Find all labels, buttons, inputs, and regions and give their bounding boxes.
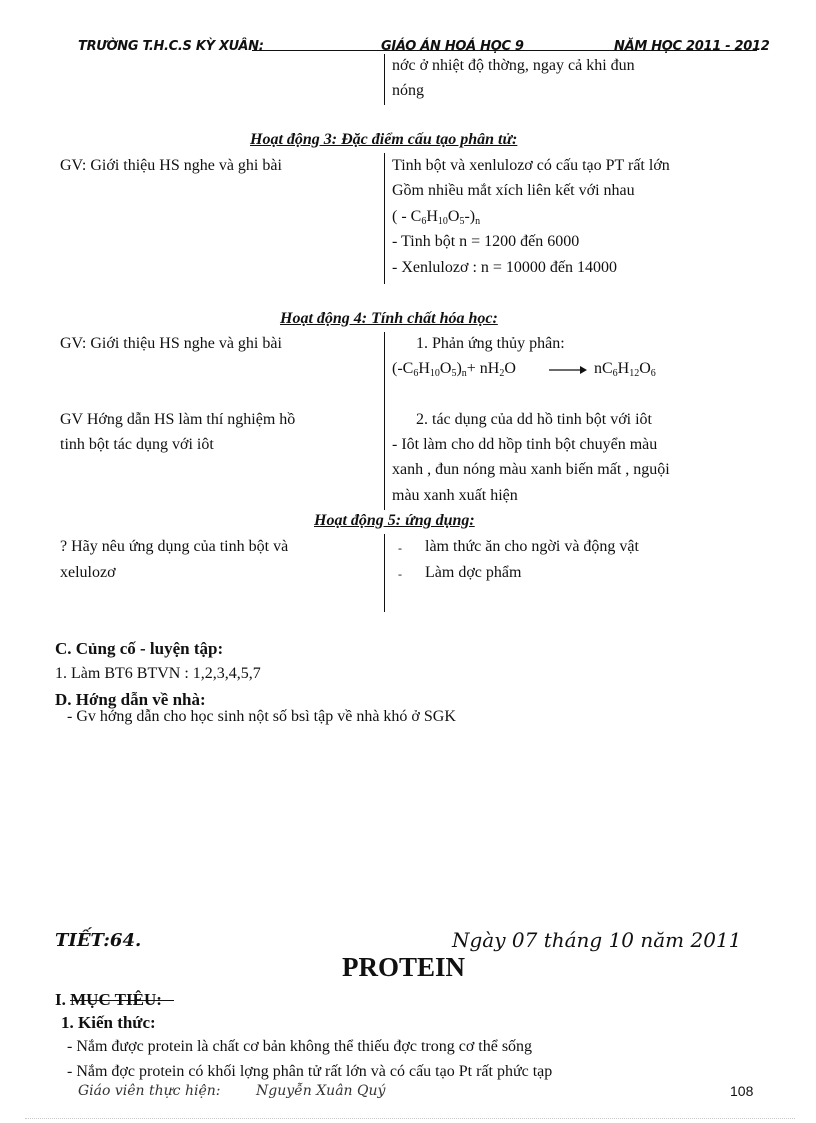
subsection-knowledge: 1. Kiến thức:	[61, 1013, 156, 1032]
footer-divider	[25, 1118, 795, 1119]
lesson-tiet: TIẾT:64.	[55, 930, 142, 951]
section-d-text: - Gv hớng dẫn cho học sinh nột số bsì tập về nhà khó ở SGK	[67, 708, 456, 725]
section-c-title: C. Củng cố - luyện tập:	[55, 639, 224, 658]
header-underline	[252, 50, 757, 51]
table-divider-top	[384, 54, 385, 105]
carry-line-2: nóng	[392, 82, 424, 99]
table-divider-a4	[384, 332, 385, 510]
footer-teacher-label: Giáo viên thực hiện:	[78, 1083, 221, 1099]
activity4-item-1: 1. Phản ứng thủy phân:	[416, 335, 565, 352]
lesson-title: PROTEIN	[342, 952, 466, 982]
header-subject: GIÁO ÁN HOÁ HỌC 9	[381, 39, 524, 54]
activity4-left-2b: tinh bột tác dụng với iôt	[60, 436, 214, 453]
header-school: TRƯỜNG T.H.C.S KỲ XUÂN:	[78, 39, 264, 54]
activity3-right-5: - Xenlulozơ : n = 10000 đến 14000	[392, 259, 618, 276]
activity3-left: GV: Giới thiệu HS nghe và ghi bài	[60, 157, 282, 174]
section-1-strike	[70, 1000, 174, 1001]
activity4-left-1: GV: Giới thiệu HS nghe và ghi bài	[60, 335, 282, 352]
activity4-item-2: 2. tác dụng của dd hồ tinh bột với iôt	[416, 411, 652, 428]
footer-teacher-name: Nguyễn Xuân Quý	[256, 1083, 386, 1099]
activity4-left-2a: GV Hớng dẫn HS làm thí nghiệm hồ	[60, 411, 296, 428]
activity3-right-4: - Tinh bột n = 1200 đến 6000	[392, 233, 580, 250]
activity5-bullet-1: làm thức ăn cho ngời và động vật	[425, 538, 639, 555]
activity4-reaction-product: $nC_6H_{12}O_6$	[594, 360, 656, 379]
header-year: NĂM HỌC 2011 - 2012	[614, 39, 770, 54]
activity4-title: Hoạt động 4: Tính chất hóa học:	[280, 310, 498, 327]
lesson-line-1: - Nắm được protein là chất cơ bản không thể thiếu đợc trong cơ thể sống	[67, 1038, 533, 1055]
section-1-title: I. MỤC TIÊU:	[55, 990, 162, 1009]
activity4-right-2a: - Iôt làm cho dd hồp tinh bột chuyển màu	[392, 436, 658, 453]
section-d-title: D. Hớng dẫn về nhà:	[55, 690, 206, 709]
activity5-left-1: ? Hãy nêu ứng dụng của tinh bột và	[60, 538, 289, 555]
bullet-marker: -	[398, 567, 402, 581]
lesson-date: Ngày 07 tháng 10 năm 2011	[452, 928, 742, 952]
reaction-arrow-icon	[548, 364, 588, 376]
section-c-text: 1. Làm BT6 BTVN : 1,2,3,4,5,7	[55, 665, 261, 682]
activity4-right-2b: xanh , đun nóng màu xanh biến mất , nguội	[392, 461, 670, 478]
carry-line-1: nớc ở nhiệt độ thờng, ngay cả khi đun	[392, 57, 635, 74]
activity3-title: Hoạt động 3: Đặc điểm cấu tạo phân tử:	[250, 131, 518, 148]
activity3-formula: ( - $C_6H_{10}O_5-)_n$	[392, 208, 481, 227]
table-divider-a5	[384, 534, 385, 612]
lesson-line-2: - Nắm đợc protein có khối lợng phân tử rất lớn và có cấu tạo Pt rất phức tạp	[67, 1063, 553, 1080]
activity5-title: Hoạt động 5: ứng dụng:	[314, 512, 475, 529]
activity3-right-1: Tinh bột và xenlulozơ có cấu tạo PT rất lớn	[392, 157, 670, 174]
activity5-left-2: xelulozơ	[60, 564, 116, 581]
bullet-marker: -	[398, 541, 402, 555]
table-divider-a3	[384, 153, 385, 284]
page-number: 108	[730, 1083, 754, 1099]
activity4-right-2c: màu xanh xuất hiện	[392, 487, 518, 504]
activity4-reaction: $(-C_6H_{10}O_5)_n+ nH_2O$	[392, 360, 516, 379]
activity5-bullet-2: Làm dợc phẩm	[425, 564, 522, 581]
activity3-right-2: Gồm nhiều mắt xích liên kết với nhau	[392, 182, 635, 199]
